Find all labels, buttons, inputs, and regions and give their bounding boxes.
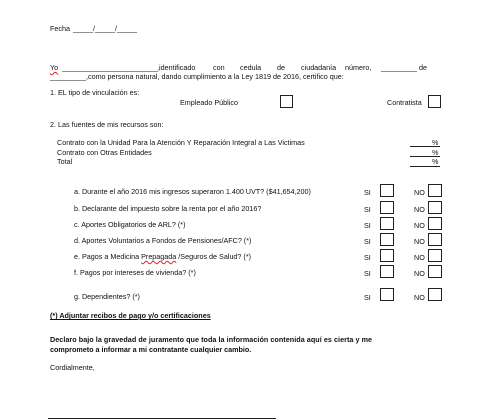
- source-row-unit: %: [432, 148, 439, 157]
- question-text: c. Aportes Obligatorios de ARL? (*): [74, 220, 186, 229]
- contratista-checkbox[interactable]: [428, 95, 441, 108]
- no-label: NO: [414, 221, 425, 230]
- footnote: (*) Adjuntar recibos de pago y/o certificaciones: [50, 311, 211, 320]
- si-checkbox[interactable]: [380, 288, 394, 301]
- si-label: SI: [364, 221, 371, 230]
- no-checkbox[interactable]: [428, 184, 442, 197]
- intro-con: con: [213, 63, 225, 72]
- si-checkbox[interactable]: [380, 265, 394, 278]
- no-label: NO: [414, 293, 425, 302]
- si-checkbox[interactable]: [380, 201, 394, 214]
- si-checkbox[interactable]: [380, 184, 394, 197]
- si-checkbox[interactable]: [380, 233, 394, 246]
- empleado-checkbox[interactable]: [280, 95, 293, 108]
- intro-yo: Yo: [50, 63, 59, 72]
- no-label: NO: [414, 253, 425, 262]
- no-checkbox[interactable]: [428, 288, 442, 301]
- no-label: NO: [414, 205, 425, 214]
- option-contratista-label: Contratista: [387, 98, 422, 107]
- si-label: SI: [364, 293, 371, 302]
- intro-cedula: cedula: [240, 63, 262, 72]
- fecha-label: Fecha: [50, 24, 70, 33]
- intro-numero: número,: [345, 63, 372, 72]
- intro-de-2: de: [419, 63, 427, 72]
- intro-ciudadania: ciudadanía: [301, 63, 337, 72]
- si-checkbox[interactable]: [380, 249, 394, 262]
- si-checkbox[interactable]: [380, 217, 394, 230]
- option-empleado-label: Empleado Público: [180, 98, 238, 107]
- source-row-label: Contrato con la Unidad Para la Atención Y Reparación Integral a Las Victimas: [57, 138, 305, 147]
- si-label: SI: [364, 188, 371, 197]
- question-text: b. Declarante del impuesto sobre la renta por el año 2016?: [74, 204, 262, 213]
- no-checkbox[interactable]: [428, 217, 442, 230]
- no-checkbox[interactable]: [428, 201, 442, 214]
- question-text: a. Durante el año 2016 mis ingresos superaron 1.400 UVT? ($41,654,200): [74, 187, 311, 196]
- source-row-field[interactable]: [410, 146, 440, 147]
- no-label: NO: [414, 237, 425, 246]
- question-text-misspelled: Prepagada: [141, 252, 177, 261]
- intro-line-2: _________,como persona natural, dando cumplimiento a la Ley 1819 de 2016, certifico que:: [50, 72, 344, 81]
- no-checkbox[interactable]: [428, 265, 442, 278]
- intro-num-blank[interactable]: _________: [381, 63, 417, 72]
- question-text: g. Dependientes? (*): [74, 292, 140, 301]
- question-text: d. Aportes Voluntarios a Fondos de Pensiones/AFC? (*): [74, 236, 252, 245]
- no-checkbox[interactable]: [428, 249, 442, 262]
- question-text: f. Pagos por intereses de vivienda? (*): [74, 268, 196, 277]
- question-text: [74, 252, 251, 261]
- section2-title: 2. Las fuentes de mis recursos son:: [50, 120, 164, 129]
- question-text-part: /Seguros de Salud? (*): [176, 252, 252, 261]
- no-checkbox[interactable]: [428, 233, 442, 246]
- fecha-blank[interactable]: _____/_____/_____: [73, 24, 137, 33]
- intro-de: de: [277, 63, 285, 72]
- source-row-label: Total: [57, 157, 73, 166]
- si-label: SI: [364, 269, 371, 278]
- no-label: NO: [414, 269, 425, 278]
- closing: Cordialmente,: [50, 363, 95, 372]
- source-row-field[interactable]: [410, 166, 440, 167]
- signature-line[interactable]: [48, 418, 276, 419]
- declaration-line-2: comprometo a informar a mi contratante cualquier cambio.: [50, 345, 252, 354]
- source-row-label: Contrato con Otras Entidades: [57, 148, 152, 157]
- no-label: NO: [414, 188, 425, 197]
- declaration-line-1: Declaro bajo la gravedad de juramento que toda la información contenida aquí es cierta y me: [50, 335, 373, 344]
- si-label: SI: [364, 237, 371, 246]
- intro-name-blank[interactable]: ________________________,: [62, 63, 160, 72]
- intro-identificado: identificado: [159, 63, 196, 72]
- source-row-unit: %: [432, 138, 439, 147]
- question-text-part: e. Pagos a Medicina: [74, 252, 142, 261]
- source-row-unit: %: [432, 157, 439, 166]
- si-label: SI: [364, 253, 371, 262]
- section1-title: 1. EL tipo de vinculación es:: [50, 88, 140, 97]
- si-label: SI: [364, 205, 371, 214]
